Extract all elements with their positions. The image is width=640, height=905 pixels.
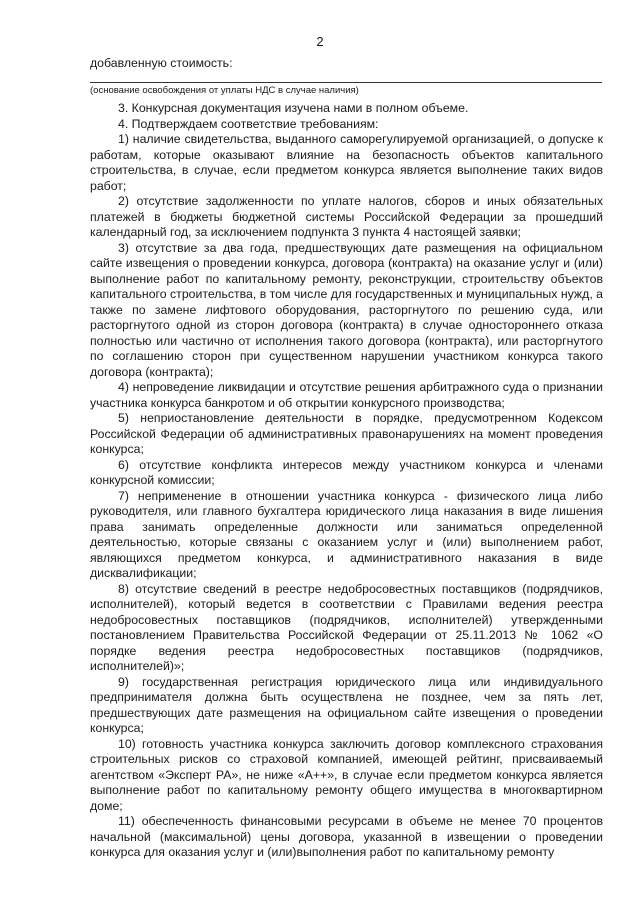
page-number: 2	[316, 34, 324, 49]
paragraph-3: 3. Конкурсная документация изучена нами в полном объеме.	[118, 101, 469, 115]
body-text	[90, 101, 603, 861]
requirement-10: 10) готовность участника конкурса заключить договор комплексного страхования строительных рисков со страховой компанией, имеющей рейтинг, присваиваемый агентством «Эксперт РА», не ниже «А++», в случае если предметом конкурса является выполнение работ по капитальному ремонту общего имущества в многоквартирном доме;	[90, 736, 603, 813]
requirement-1: 1) наличие свидетельства, выданного саморегулируемой организацией, о допуске к работам, которые оказывают влияние на безопасность объектов капитального строительства, в случае, если предметом конкурса является выполнение таких видов работ;	[90, 132, 603, 193]
requirement-2: 2) отсутствие задолженности по уплате налогов, сборов и иных обязательных платежей в бюджеты бюджетной системы Российской Федерации за прошедший календарный год, за исключением подпункта 3 пункта 4 настоящей заявки;	[90, 194, 603, 239]
requirement-9: 9) государственная регистрация юридического лица или индивидуального предпринимателя должна быть осуществлена не позднее, чем за пять лет, предшествующих дате размещения на официальном сайте извещения о проведении конкурса;	[90, 674, 603, 735]
fill-in-line	[90, 82, 602, 83]
requirement-3: 3) отсутствие за два года, предшествующих дате размещения на официальном сайте извещения о проведении конкурса, договора (контракта) на оказание услуг и (или) выполнение работ по капитальному ремонту, реконструкции, строительству объектов капитального строительства, в том числе для государственных и муниципальных нужд, а также по замене лифтового оборудования, расторгнутого по решению суда, или расторгнутого одной из сторон договора (контракта) в случае одностороннего отказа полностью или частично от исполнения такого договора (контракта), или расторгнутого по соглашению сторон при существенном нарушении участником конкурса такого договора (контракта);	[90, 240, 603, 379]
footnote-caption: (основание освобождения от уплаты НДС в случае наличия)	[90, 85, 359, 96]
requirement-8: 8) отсутствие сведений в реестре недобросовестных поставщиков (подрядчиков, исполнителей), который ведется в соответствии с Правилами ведения реестра недобросовестных поставщиков (подрядчиков, исполнителей) утвержденными постановлением Правительства Российской Федерации от 25.11.2013 № 1062 «О порядке ведения реестра недобросовестных поставщиков (подрядчиков, исполнителей)»;	[90, 581, 603, 673]
requirement-5: 5) неприостановление деятельности в порядке, предусмотренном Кодексом Российской Федерации об административных правонарушениях на момент проведения конкурса;	[90, 411, 603, 456]
requirement-7: 7) неприменение в отношении участника конкурса - физического лица либо руководителя, или главного бухгалтера юридического лица наказания в виде лишения права занимать определенные должности или заниматься определенной деятельностью, которые связаны с оказанием услуг и (или) выполнением работ, являющихся предметом конкурса, и административного наказания в виде дисквалификации;	[90, 488, 603, 580]
requirement-6: 6) отсутствие конфликта интересов между участником конкурса и членами конкурсной комиссии;	[90, 457, 603, 487]
requirement-11: 11) обеспеченность финансовыми ресурсами в объеме не менее 70 процентов начальной (максимальной) цены договора, указанной в извещении о проведении конкурса для оказания услуг и (или)выполнения работ по капитальному ремонту	[90, 814, 603, 859]
paragraph-4: 4. Подтверждаем соответствие требованиям:	[118, 116, 379, 131]
requirement-4: 4) непроведение ликвидации и отсутствие решения арбитражного суда о признании участника конкурса банкротом и об открытии конкурсного производства;	[90, 380, 603, 410]
lead-text: добавленную стоимость:	[90, 56, 233, 70]
